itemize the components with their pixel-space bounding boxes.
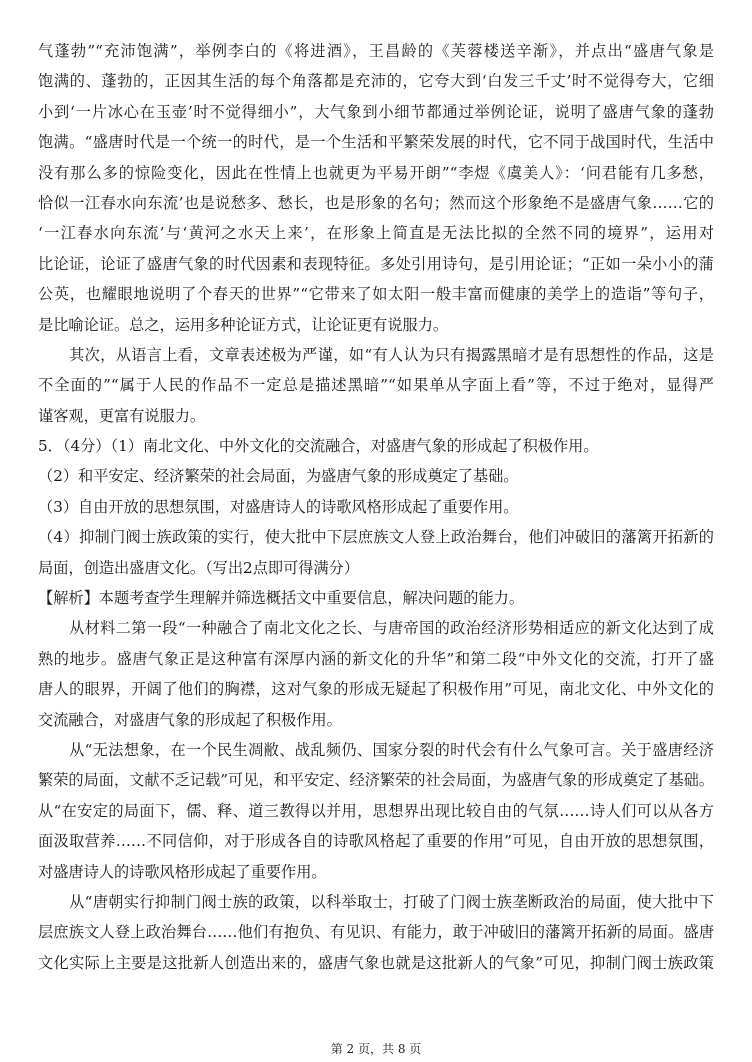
text-line: 面汲取营养……不同信仰，对于形成各自的诗歌风格起了重要的作用”可见，自由开放的思想氛围， [38, 832, 714, 851]
text-line: 比论证，论证了盛唐气象的时代因素和表现特征。多处引用诗句，是引用论证；“正如一朵小小的蒲 [38, 254, 714, 273]
text-line: 从材料二第一段“一种融合了南北文化之长、与唐帝国的政治经济形势相适应的新文化达到了成 [38, 619, 714, 638]
text-line: 没有那么多的惊险变化，因此在性情上也就更为平易开朗”“李煜《虞美人》：‘问君能有几多愁， [38, 163, 714, 182]
text-line: 公英，也耀眼地说明了个春天的世界”“它带来了如太阳一般丰富而健康的美学上的造诣”等句子， [38, 285, 714, 304]
text-line: 其次，从语言上看，文章表述极为严谨，如“有人认为只有揭露黑暗才是有思想性的作品，这是 [38, 345, 714, 364]
text-line: 5．（4分）（1）南北文化、中外文化的交流融合，对盛唐气象的形成起了积极作用。 [38, 437, 599, 456]
body-text [38, 36, 714, 978]
text-line: 是比喻论证。总之，运用多种论证方式，让论证更有说服力。 [38, 315, 449, 334]
text-line: （3）自由开放的思想氛围，对盛唐诗人的诗歌风格形成起了重要作用。 [38, 497, 519, 516]
text-line: 繁荣的局面，文献不乏记载”可见，和平安定、经济繁荣的社会局面，为盛唐气象的形成奠定了基础。 [38, 771, 714, 790]
text-line: ‘一江春水向东流’与‘黄河之水天上来’，在形象上简直是无法比拟的全然不同的境界”，运用对 [38, 224, 714, 243]
text-line: 唐人的眼界，开阔了他们的胸襟，这对气象的形成无疑起了积极作用”可见，南北文化、中外文化的 [38, 680, 714, 699]
text-line: 气蓬勃”“充沛饱满”，举例李白的《将进酒》，王昌龄的《芙蓉楼送辛渐》，并点出“盛唐气象是 [38, 42, 714, 60]
text-line: 熟的地步。盛唐气象正是这种富有深厚内涵的新文化的升华”和第二段“中外文化的交流，打开了盛 [38, 649, 714, 668]
text-line: （2）和平安定、经济繁荣的社会局面，为盛唐气象的形成奠定了基础。 [38, 467, 519, 486]
text-line: 谨客观，更富有说服力。 [38, 406, 206, 425]
text-line: 对盛唐诗人的诗歌风格形成起了重要作用。 [38, 862, 327, 881]
text-line: （4）抑制门阀士族政策的实行，使大批中下层庶族文人登上政治舞台，他们冲破旧的藩篱开拓新的 [38, 528, 714, 547]
page-footer: 第 2 页，共 8 页 [330, 1042, 422, 1056]
text-line: 小到‘一片冰心在玉壶’时不觉得细小”，大气象到小细节都通过举例论证，说明了盛唐气象的蓬勃 [38, 102, 714, 121]
text-line: 饱满的、蓬勃的，正因其生活的每个角落都是充沛的，它夸大到‘白发三千丈’时不觉得夸大，它细 [38, 72, 714, 91]
text-line: 从“在安定的局面下，儒、释、道三教得以并用，思想界出现比较自由的气氛……诗人们可以从各方 [38, 801, 714, 820]
text-line: 从“唐朝实行抑制门阀士族的政策，以科举取士，打破了门阀士族垄断政治的局面，使大批中下 [38, 892, 714, 911]
text-line: 交流融合，对盛唐气象的形成起了积极作用。 [38, 710, 342, 729]
text-line: 从“无法想象，在一个民生凋敝、战乱频仍、国家分裂的时代会有什么气象可言。关于盛唐经济 [38, 740, 714, 759]
text-line: 【解析】本题考查学生理解并筛选概括文中重要信息，解决问题的能力。 [38, 589, 524, 608]
text-line: 层庶族文人登上政治舞台……他们有抱负、有见识、有能力，敢于冲破旧的藩篱开拓新的局面。盛唐 [38, 923, 714, 942]
text-line: 不全面的”“属于人民的作品不一定总是描述黑暗”“如果单从字面上看”等，不过于绝对，显得严 [38, 376, 714, 395]
text-line: 局面，创造出盛唐文化。（写出2点即可得满分） [38, 558, 360, 577]
text-line: 文化实际上主要是这批新人创造出来的，盛唐气象也就是这批新人的气象”可见，抑制门阀士族政策 [38, 953, 714, 972]
text-line: 饱满。“盛唐时代是一个统一的时代，是一个生活和平繁荣发展的时代，它不同于战国时代，生活中 [38, 133, 714, 152]
text-line: 恰似一江春水向东流’也是说愁多、愁长，也是形象的名句；然而这个形象绝不是盛唐气象……它的 [38, 193, 714, 212]
